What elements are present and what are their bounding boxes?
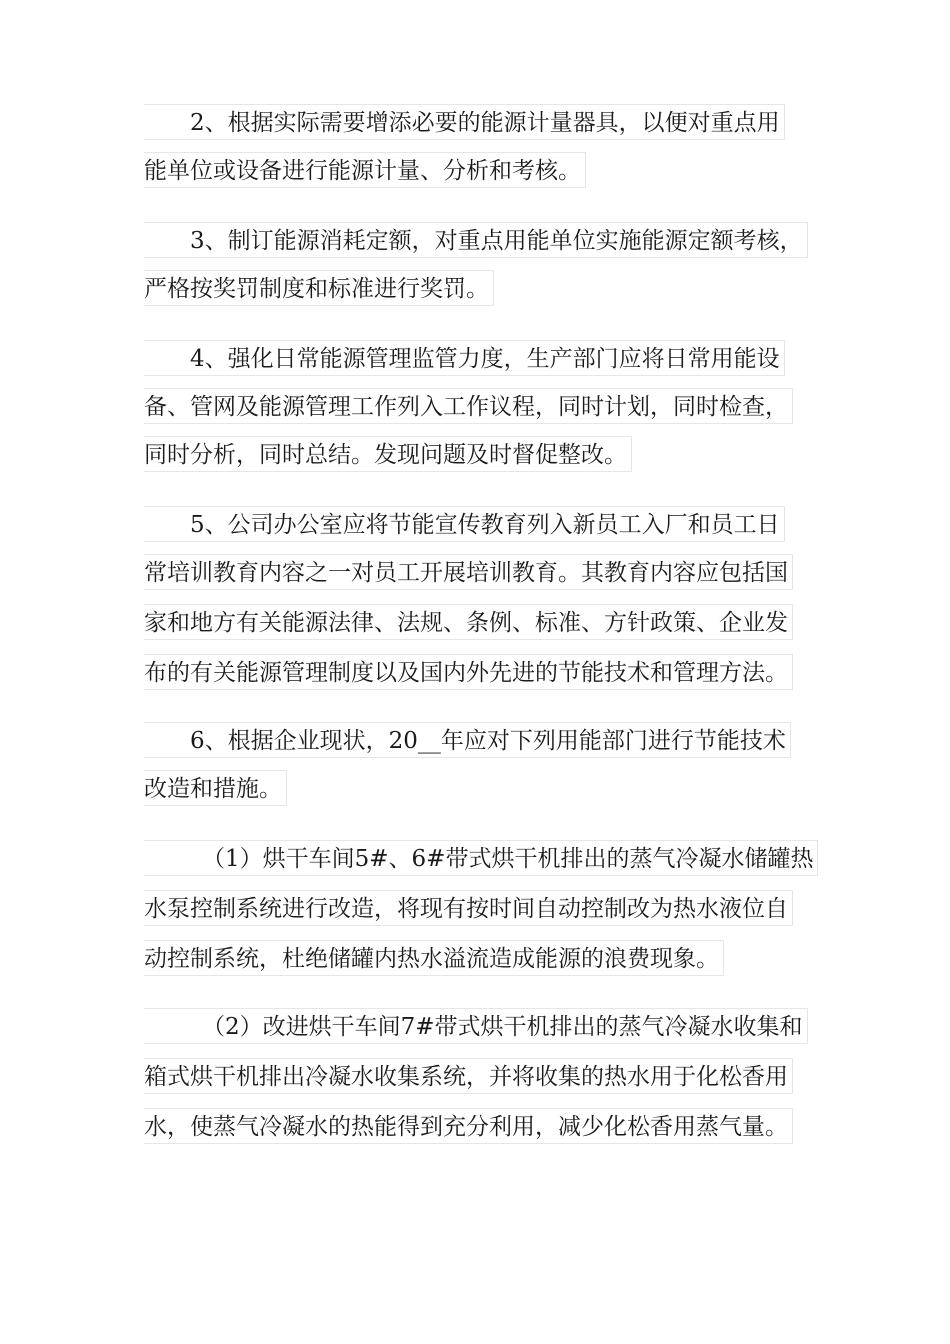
- paragraph-5-line-2: 常培训教育内容之一对员工开展培训教育。其教育内容应包括国: [144, 554, 793, 590]
- paragraph-5-line-1: 5、公司办公室应将节能宣传教育列入新员工入厂和员工日: [144, 506, 785, 542]
- sub-item-2-line-1: （2）改进烘干车间7#带式烘干机排出的蒸气冷凝水收集和: [144, 1008, 808, 1044]
- paragraph-2-line-2: 能单位或设备进行能源计量、分析和考核。: [144, 152, 586, 188]
- paragraph-6-line-2: 改造和措施。: [144, 770, 287, 806]
- sub-item-1-line-2: 水泵控制系统进行改造，将现有按时间自动控制改为热水液位自: [144, 890, 793, 926]
- paragraph-5-line-3: 家和地方有关能源法律、法规、条例、标准、方针政策、企业发: [144, 604, 793, 640]
- paragraph-4-line-2: 备、管网及能源管理工作列入工作议程，同时计划，同时检查，: [144, 388, 793, 424]
- paragraph-2-line-1: 2、根据实际需要增添必要的能源计量器具，以便对重点用: [144, 104, 785, 140]
- paragraph-4-line-1: 4、强化日常能源管理监管力度，生产部门应将日常用能设: [144, 340, 785, 376]
- paragraph-3-line-1: 3、制订能源消耗定额，对重点用能单位实施能源定额考核，: [144, 222, 808, 258]
- sub-item-1-line-1: （1）烘干车间5#、6#带式烘干机排出的蒸气冷凝水储罐热: [144, 840, 818, 876]
- paragraph-3-line-2: 严格按奖罚制度和标准进行奖罚。: [144, 270, 494, 306]
- paragraph-6-line-1: 6、根据企业现状，20__年应对下列用能部门进行节能技术: [144, 722, 791, 758]
- sub-item-2-line-2: 箱式烘干机排出冷凝水收集系统，并将收集的热水用于化松香用: [144, 1058, 793, 1094]
- paragraph-5-line-4: 布的有关能源管理制度以及国内外先进的节能技术和管理方法。: [144, 654, 793, 690]
- sub-item-2-line-3: 水，使蒸气冷凝水的热能得到充分利用，减少化松香用蒸气量。: [144, 1108, 793, 1144]
- paragraph-4-line-3: 同时分析，同时总结。发现问题及时督促整改。: [144, 436, 632, 472]
- sub-item-1-line-3: 动控制系统，杜绝储罐内热水溢流造成能源的浪费现象。: [144, 940, 724, 976]
